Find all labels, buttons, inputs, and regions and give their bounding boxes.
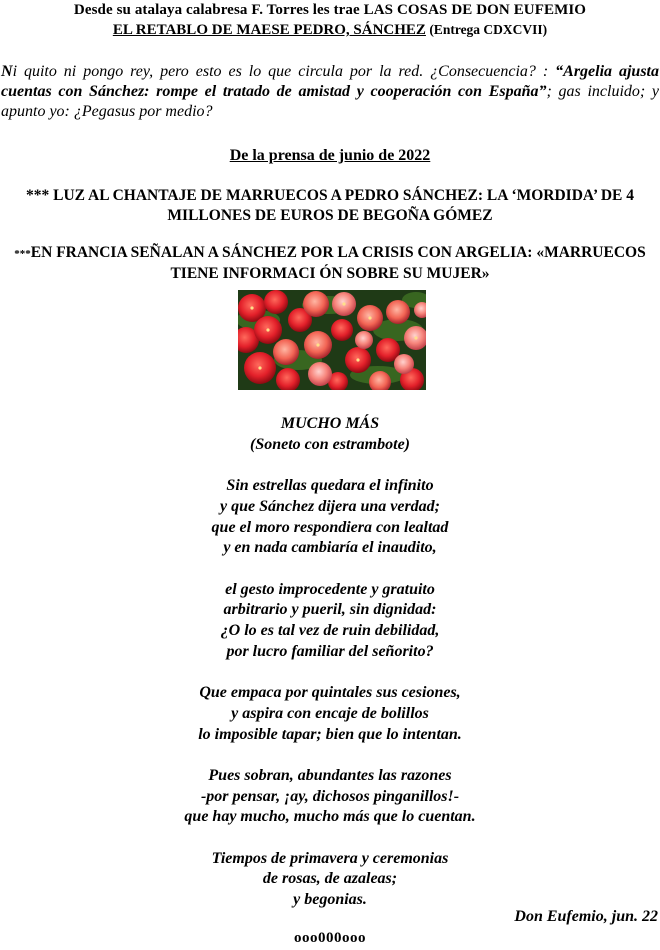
poem-line: el gesto improcedente y gratuito [225, 580, 435, 598]
header-line-2 [0, 22, 660, 39]
entrega-number: (Entrega CDXCVII) [425, 22, 548, 37]
poem-line: lo imposible tapar; bien que lo intentan. [198, 725, 462, 743]
headline-francia-line2: TIENE INFORMACI ÓN SOBRE SU MUJER» [170, 265, 490, 282]
signature: Don Eufemio, jun. 22 [514, 908, 658, 925]
headline-luz [0, 186, 660, 226]
poem-line: y begonias. [293, 891, 367, 909]
intro-paragraph [1, 62, 659, 122]
intro-text-b: ; gas incluido; y apunto yo: ¿Pegasus por medio? [1, 83, 660, 120]
poem-line: que el moro respondiera con lealtad [211, 518, 449, 536]
headline-francia [0, 243, 660, 284]
header-line-1 [0, 2, 660, 19]
poem-line: y que Sánchez dijera una verdad; [220, 497, 440, 515]
headline-francia-line1: EN FRANCIA SEÑALAN A SÁNCHEZ POR LA CRISIS CON ARGELIA: «MARRUECOS [30, 244, 646, 261]
poem-line: Que empaca por quintales sus cesiones, [199, 684, 461, 702]
headline-luz-line2: MILLONES DE EUROS DE BEGOÑA GÓMEZ [167, 207, 493, 224]
poem-line: Sin estrellas quedara el infinito [226, 477, 434, 495]
headline-francia-stars: *** [14, 248, 31, 260]
article-title: EL RETABLO DE MAESE PEDRO, SÁNCHEZ [112, 22, 426, 38]
poem-line: y aspira con encaje de bolillos [231, 704, 429, 722]
header-series-title: e LAS COSAS DE DON EUFEMIO [353, 2, 587, 18]
poem-subtitle: (Soneto con estrambote) [250, 435, 410, 453]
poem-line: por lucro familiar del señorito? [226, 642, 434, 660]
headline-luz-line1: *** LUZ AL CHANTAJE DE MARRUECOS A PEDRO SÁNCHEZ: LA ‘MORDIDA’ DE 4 [26, 187, 634, 204]
poem-line: arbitrario y pueril, sin dignidad: [223, 601, 437, 619]
header-intro-text: Desde su atalaya calabresa F. Torres les tra [73, 2, 354, 18]
closing-mark: ooo000ooo [294, 930, 366, 946]
poem-line: Tiempos de primavera y ceremonias [211, 849, 449, 867]
poem-line: que hay mucho, mucho más que lo cuentan. [184, 808, 476, 826]
poem [0, 414, 660, 911]
poem-line: ¿O lo es tal vez de ruin debilidad, [220, 622, 440, 639]
intro-initial: N [1, 63, 13, 80]
poem-line: -por pensar, ¡ay, dichosos pinganillos!- [200, 787, 460, 805]
intro-quote: “Argelia ajusta cuentas con Sánchez: rompe el tratado de amistad y cooperación con España” [1, 63, 659, 100]
poem-line: de rosas, de azaleas; [262, 870, 398, 888]
poem-line: Pues sobran, abundantes las razones [208, 766, 452, 784]
poem-line: y en nada cambiaría el inaudito, [223, 539, 437, 557]
begonia-flowers-photo [238, 290, 426, 390]
press-heading: De la prensa de junio de 2022 [229, 147, 431, 164]
intro-text-a: i quito ni pongo rey, pero esto es lo que circula por la red. ¿Consecuencia? : [12, 63, 556, 80]
poem-title: MUCHO MÁS [280, 415, 380, 432]
